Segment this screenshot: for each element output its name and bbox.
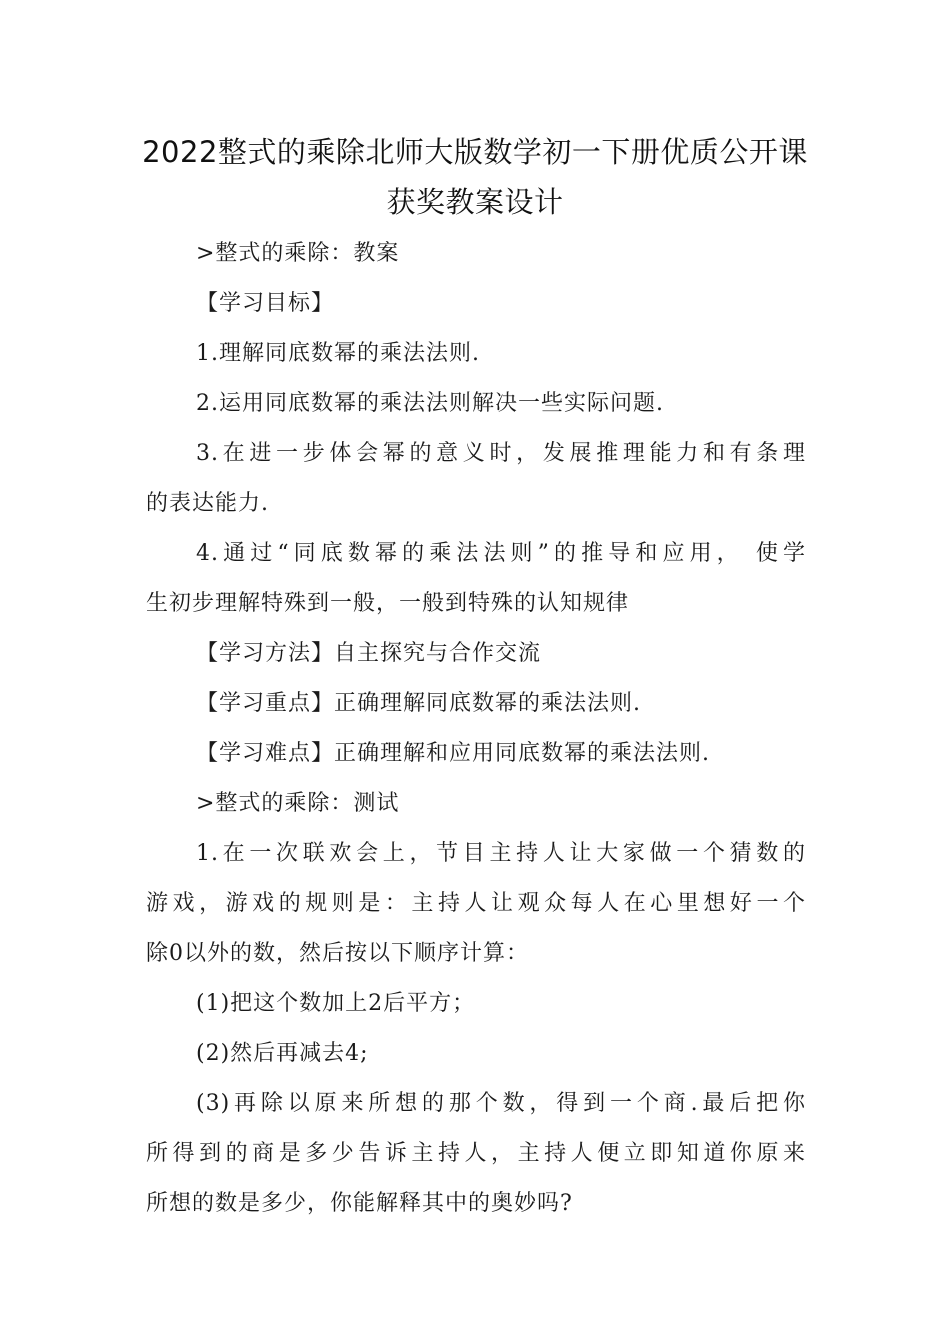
document-title-line-2: 获奖教案设计: [386, 185, 564, 219]
goal-3-line-2: 的表达能力.: [146, 491, 269, 516]
goal-4-line-2: 生初步理解特殊到一般，一般到特殊的认知规律: [146, 591, 630, 616]
question-1-line-2: 游戏，游戏的规则是：主持人让观众每人在心里想好一个: [146, 891, 806, 916]
section-heading-test: >整式的乘除：测试: [196, 791, 400, 816]
goal-1: 1.理解同底数幂的乘法法则.: [196, 341, 480, 366]
step-1: (1)把这个数加上2后平方；: [196, 991, 476, 1016]
step-3-line-1: (3)再除以原来所想的那个数，得到一个商.最后把你: [196, 1091, 806, 1116]
goals-heading: 【学习目标】: [196, 291, 335, 316]
learning-method: 【学习方法】自主探究与合作交流: [196, 641, 542, 666]
goal-3-line-1: 3.在进一步体会幂的意义时，发展推理能力和有条理: [196, 441, 806, 466]
key-point: 【学习重点】正确理解同底数幂的乘法法则.: [196, 691, 641, 716]
goal-4-line-1: 4.通过“同底数幂的乘法法则”的推导和应用， 使学: [196, 541, 806, 566]
difficulty-point: 【学习难点】正确理解和应用同底数幂的乘法法则.: [196, 741, 710, 766]
question-1-line-3: 除0以外的数，然后按以下顺序计算：: [146, 941, 529, 966]
goal-2: 2.运用同底数幂的乘法法则解决一些实际问题.: [196, 391, 664, 416]
step-3-line-3: 所想的数是多少，你能解释其中的奥妙吗?: [146, 1191, 573, 1216]
step-2: (2)然后再减去4;: [196, 1041, 369, 1066]
document-title-line-1: 2022整式的乘除北师大版数学初一下册优质公开课: [142, 135, 808, 169]
question-1-line-1: 1.在一次联欢会上，节目主持人让大家做一个猜数的: [196, 841, 806, 866]
step-3-line-2: 所得到的商是多少告诉主持人，主持人便立即知道你原来: [146, 1141, 806, 1166]
section-heading-lesson-plan: >整式的乘除：教案: [196, 241, 400, 266]
